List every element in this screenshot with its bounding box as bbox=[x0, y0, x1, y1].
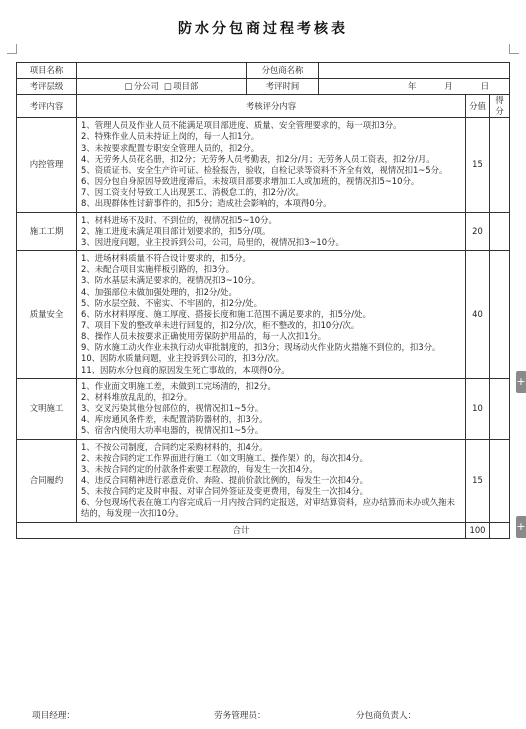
section-criteria bbox=[77, 439, 466, 522]
criteria-item: 5、未按合同约定及时申报、对审合同外签证及变更费用，每发生一次扣4分。 bbox=[81, 486, 369, 497]
subcontractor-name-label: 分包商名称 bbox=[247, 63, 319, 79]
section-criteria bbox=[77, 212, 466, 250]
time-label: 考评时间 bbox=[247, 79, 319, 95]
section-row-contract-performance bbox=[17, 439, 510, 522]
criteria-item: 4、违反合同精神进行恶意竞价、奔险、提前价款比例的，每发生一次扣4分。 bbox=[81, 475, 369, 485]
criteria-item: 10、因防水质量问题，业主投诉到公司的，扣3分/次。 bbox=[81, 353, 285, 364]
criteria-item: 3、未按要求配置专职安全管理人员的，扣2分。 bbox=[81, 142, 260, 153]
section-name: 文明施工 bbox=[17, 378, 77, 439]
section-name: 施工工期 bbox=[17, 212, 77, 250]
criteria-item: 4、加强部位未做加强处理的，扣2分/处。 bbox=[81, 286, 237, 297]
criteria-item: 1、材料进场不及时、不到位的，视情况扣5~10分。 bbox=[81, 214, 277, 225]
criteria-item: 3、交叉污染其他分包部位的，视情况扣1~5分。 bbox=[81, 403, 264, 414]
criteria-item: 9、防水施工动火作业未执行动火审批制度的，扣3分；现场动火作业防火措施不到位的，扣3分。 bbox=[81, 342, 441, 353]
section-row-quality-safety bbox=[17, 251, 510, 379]
criteria-item: 4、无劳务人员花名册，扣2分；无劳务人员考勤表，扣2分/月；无劳务人员工资表，扣2分/月。 bbox=[81, 153, 435, 164]
checkbox-company[interactable]: □ 分公司 bbox=[125, 81, 159, 91]
section-criteria bbox=[77, 251, 466, 379]
checkbox-project-dept[interactable]: □ 项目部 bbox=[164, 81, 198, 91]
col-header-content: 考评内容 bbox=[17, 95, 77, 118]
criteria-item: 7、因工资支付导致工人出现罢工、消极怠工的，扣2分/次。 bbox=[81, 187, 304, 198]
section-score: 15 bbox=[466, 439, 490, 522]
section-points-field[interactable] bbox=[490, 118, 510, 212]
labor-manager-signature: 劳务管理员： bbox=[214, 711, 266, 721]
criteria-item: 2、未按合同约定工作界面进行施工（如文明施工、操作架）的，每次扣4分。 bbox=[81, 452, 369, 463]
assessment-table bbox=[16, 62, 510, 539]
doc-title: 防水分包商过程考核表 bbox=[178, 21, 348, 37]
expand-tab-icon[interactable]: + bbox=[516, 371, 526, 393]
col-header-score: 分值 bbox=[466, 95, 490, 118]
subcontractor-name-field[interactable] bbox=[319, 63, 510, 79]
criteria-item: 8、出现群体性讨薪事件的，扣5分；造成社会影响的，本项得0分。 bbox=[81, 198, 332, 209]
criteria-item: 6、因分包自身原因导致进度滞后，未按项目部要求增加工人或加班的，视情况扣5~10分。 bbox=[81, 176, 420, 187]
total-label: 合计 bbox=[17, 522, 466, 538]
criteria-item: 2、材料堆放乱乱的，扣2分。 bbox=[81, 391, 193, 402]
criteria-item: 3、未按合同约定的付款条件索要工程款的，每发生一次扣4分。 bbox=[81, 463, 318, 474]
criteria-item: 2、未配合项目实施样板引路的，扣3分。 bbox=[81, 264, 235, 275]
crop-mark bbox=[509, 44, 519, 54]
criteria-item: 6、防水材料厚度、施工厚度、搭接长度和施工范围不满足要求的，扣5分/处。 bbox=[81, 308, 371, 319]
section-name: 内控管理 bbox=[17, 118, 77, 212]
project-manager-signature: 项目经理： bbox=[32, 711, 75, 721]
col-header-points: 得分 bbox=[490, 95, 510, 118]
crop-mark bbox=[7, 44, 17, 54]
section-name: 质量安全 bbox=[17, 251, 77, 379]
criteria-item: 1、不按公司制度，合同约定采购材料的，扣4分。 bbox=[81, 441, 268, 452]
month-label: 月 bbox=[444, 80, 453, 91]
criteria-item: 5、宿舍内使用大功率电器的，视情况扣1~5分。 bbox=[81, 425, 264, 436]
section-criteria bbox=[77, 378, 466, 439]
day-label: 日 bbox=[480, 80, 490, 91]
total-row bbox=[17, 522, 510, 538]
time-field[interactable] bbox=[319, 79, 510, 95]
section-score: 40 bbox=[466, 251, 490, 379]
section-points-field[interactable] bbox=[490, 378, 510, 439]
total-score: 100 bbox=[466, 522, 490, 538]
criteria-item: 2、施工进度未满足项目部计划要求的，扣5分/项。 bbox=[81, 225, 271, 236]
criteria-item: 5、资质证书、安全生产许可证、检验报告，验收，自检记录等资料不齐全有效，视情况扣1~5分。 bbox=[81, 164, 448, 175]
section-score: 10 bbox=[466, 378, 490, 439]
section-points-field[interactable] bbox=[490, 212, 510, 250]
col-header-criteria: 考核评分内容 bbox=[77, 95, 466, 118]
section-criteria bbox=[77, 118, 466, 212]
section-row-schedule bbox=[17, 212, 510, 250]
project-name-field[interactable] bbox=[77, 63, 247, 79]
section-points-field[interactable] bbox=[490, 439, 510, 522]
criteria-item: 11、因防水分包商的原因发生死亡事故的，本项得0分。 bbox=[81, 364, 290, 375]
criteria-item: 5、防水层空鼓、不密实、不牢固的，扣2分/处。 bbox=[81, 297, 262, 308]
subcontractor-head-signature: 分包商负责人： bbox=[356, 711, 417, 721]
section-row-internal-control bbox=[17, 118, 510, 212]
criteria-item: 2、特殊作业人员未持证上岗的，每一人扣1分。 bbox=[81, 131, 260, 142]
section-score: 15 bbox=[466, 118, 490, 212]
project-info-row bbox=[17, 63, 510, 79]
total-points-field[interactable] bbox=[490, 522, 510, 538]
section-score: 20 bbox=[466, 212, 490, 250]
level-label: 考评层级 bbox=[17, 79, 77, 95]
section-row-civilized-construction bbox=[17, 378, 510, 439]
level-options bbox=[77, 79, 247, 95]
section-points-field[interactable] bbox=[490, 251, 510, 379]
criteria-item: 1、管理人员及作业人员不能满足项目部进度、质量、安全管理要求的，每一项扣3分。 bbox=[81, 120, 402, 131]
criteria-item: 8、操作人员未按要求正确使用劳保防护用品的，每一人次扣1分。 bbox=[81, 331, 327, 342]
column-header-row bbox=[17, 95, 510, 118]
expand-tab-icon[interactable]: + bbox=[516, 516, 526, 538]
criteria-item: 7、项目下发的整改单未进行回复的，扣2分/次，柜不整改的，扣10分/次。 bbox=[81, 319, 360, 330]
criteria-item: 1、进场材料质量不符合设计要求的，扣5分。 bbox=[81, 253, 251, 264]
project-name-label: 项目名称 bbox=[17, 63, 77, 79]
criteria-item: 3、防水基层未满足要求的，视情况扣3~10分。 bbox=[81, 275, 261, 286]
level-time-row bbox=[17, 79, 510, 95]
criteria-item: 6、分包现场代表在施工内容完成后一月内按合同约定报送，对审结算资料，应办结算而未办或久拖未结的，每发现一次扣10分。 bbox=[81, 497, 455, 519]
criteria-item: 4、库房通风条件差，未配置消防器材的，扣3分。 bbox=[81, 414, 268, 425]
criteria-item: 1、作业面文明施工差，未做到工完场清的，扣2分。 bbox=[81, 380, 276, 391]
year-label: 年 bbox=[408, 80, 417, 91]
criteria-item: 3、因进度问题，业主投诉到公司，公司，局里的，视情况扣3~10分。 bbox=[81, 236, 344, 247]
section-name: 合同履约 bbox=[17, 439, 77, 522]
